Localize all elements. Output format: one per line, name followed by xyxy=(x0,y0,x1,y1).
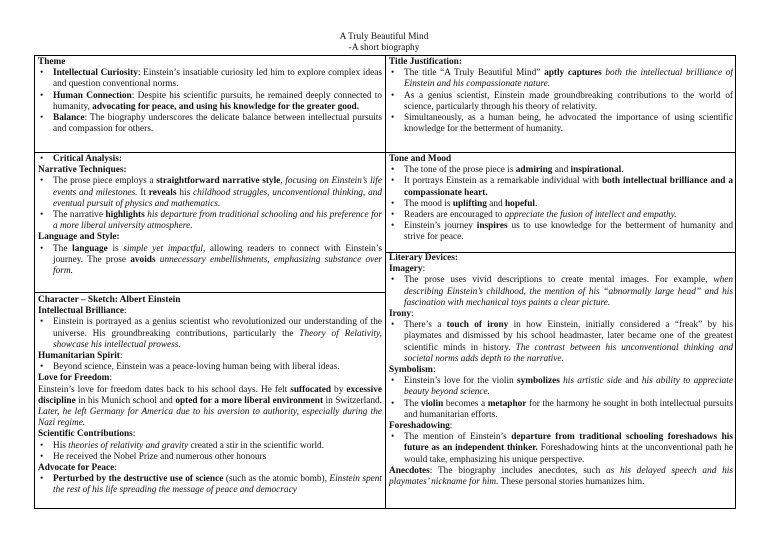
contributions-heading: Scientific Contributions: xyxy=(38,429,136,440)
list-item: • Perturbed by the destructive use of science (such as the atomic bomb), Einstein spent the rest of his life spreading the message of peace and democracy xyxy=(38,474,382,496)
list-item: • As a genius scientist, Einstein made groundbreaking contributions to the world of science, particularly through his theory of relativity. xyxy=(389,91,733,113)
narrative-heading: Narrative Techniques: xyxy=(38,165,127,176)
irony-heading: Irony: xyxy=(389,309,414,320)
list-item: • Readers are encouraged to appreciate the fusion of intellect and empathy. xyxy=(389,210,733,221)
imagery-heading: Imagery: xyxy=(389,264,426,275)
tone-mood-cell xyxy=(389,154,733,251)
left-row-divider-2 xyxy=(35,292,385,293)
list-item: • Einstein’s love for the violin symbolizes his artistic side and his ability to appreciate beauty beyond science. xyxy=(389,376,733,398)
list-item: • It portrays Einstein as a remarkable individual with both intellectual brilliance and a compassionate heart. xyxy=(389,176,733,198)
list-item: • The language is simple yet impactful, allowing readers to connect with Einstein’s journey. The prose avoids unnecessary embellishments, emphasizing substance over form. xyxy=(38,244,382,278)
literary-devices-cell xyxy=(389,253,733,508)
list-item: • Einstein is portrayed as a genius scientist who revolutionized our understanding of the universe. His groundbreaking contributions, particularly the Theory of Relativity, showcase his intellectual prowess. xyxy=(38,317,382,351)
list-item: • There’s a touch of irony in how Einstein, initially considered a “freak” by his playmates and dismissed by his school headmaster, later became one of the greatest scientific minds in history. The contrast between his unconventional thinking and societal norms adds depth to the narrative. xyxy=(389,320,733,365)
document-subtitle: -A short biography xyxy=(348,43,420,53)
document-title: A Truly Beautiful Mind xyxy=(339,32,429,42)
column-divider xyxy=(385,56,386,508)
theme-cell xyxy=(38,57,382,151)
title-justification-cell xyxy=(389,57,733,151)
literary-heading: Literary Devices: xyxy=(389,253,458,263)
list-item: • The prose piece employs a straightforward narrative style, focusing on Einstein’s life events and milestones. It reveals his childhood struggles, unconventional thinking, and eventual pursuit of physics and mathematics. xyxy=(38,176,382,210)
language-heading: Language and Style: xyxy=(38,232,120,243)
character-sketch-cell xyxy=(38,295,382,508)
left-row-divider-1 xyxy=(35,152,385,153)
list-item: • The tone of the prose piece is admiring and inspirational. xyxy=(389,165,733,176)
list-item: • The mention of Einstein’s departure from traditional schooling foreshadows his future as an independent thinker. Foreshadowing hints at the unconventional path he would take, emphasizing his unique perspective. xyxy=(389,432,733,466)
list-item: • The title “A Truly Beautiful Mind” aptly captures both the intellectual brilliance of Einstein and his compassionate nature. xyxy=(389,68,733,90)
list-item: • The mood is uplifting and hopeful. xyxy=(389,199,733,210)
content-table xyxy=(34,55,736,509)
list-item: • Simultaneously, as a human being, he advocated the importance of using scientific knowledge for the betterment of humanity. xyxy=(389,113,733,135)
foreshadowing-heading: Foreshadowing: xyxy=(389,421,453,432)
peace-heading: Advocate for Peace: xyxy=(38,463,117,474)
list-item: • He received the Nobel Prize and numerous other honours xyxy=(38,452,382,463)
list-item: • Beyond science, Einstein was a peace-loving human being with liberal ideas. xyxy=(38,362,382,373)
anecdotes-paragraph: Anecdotes: The biography includes anecdotes, such as his delayed speech and his playmates’ nickname for him. These personal stories humanizes him. xyxy=(389,465,733,488)
title-justification-heading: Title Justification: xyxy=(389,57,462,67)
freedom-paragraph: Einstein’s love for freedom dates back to his school days. He felt suffocated by excessive discipline in his Munich school and opted for a more liberal environment in Switzerland. Later, he left Germany for America due to his aversion to authority, especially during the Nazi regime. xyxy=(38,384,382,429)
theme-heading: Theme xyxy=(38,57,66,67)
freedom-heading: Love for Freedom: xyxy=(38,373,113,384)
list-item: • Human Connection: Despite his scientific pursuits, he remained deeply connected to humanity, advocating for peace, and using his knowledge for the greater good. xyxy=(38,91,382,113)
character-heading: Character – Sketch: Albert Einstein xyxy=(38,295,181,305)
list-item: • The prose uses vivid descriptions to create mental images. For example, when describing Einstein’s childhood, the mention of his “abnormally large head” and his fascination with mechanical toys paints a clear picture. xyxy=(389,275,733,309)
list-item: • Balance: The biography underscores the delicate balance between intellectual pursuits and compassion for others. xyxy=(38,113,382,135)
humanitarian-heading: Humanitarian Spirit: xyxy=(38,351,123,362)
page-title xyxy=(0,32,768,54)
right-row-divider-1 xyxy=(386,152,736,153)
brilliance-heading: Intellectual Brilliance: xyxy=(38,306,127,317)
list-item: • The narrative highlights his departure from traditional schooling and his preference for a more liberal university atmosphere. xyxy=(38,210,382,232)
list-item: • Einstein’s journey inspires us to use knowledge for the betterment of humanity and strive for peace. xyxy=(389,221,733,243)
tone-mood-heading: Tone and Mood xyxy=(389,154,452,164)
list-item: • His theories of relativity and gravity created a stir in the scientific world. xyxy=(38,441,382,452)
list-item: • The violin becomes a metaphor for the harmony he sought in both intellectual pursuits and humanitarian efforts. xyxy=(389,399,733,421)
list-item: • Intellectual Curiosity: Einstein’s insatiable curiosity led him to explore complex ideas and question conventional norms. xyxy=(38,68,382,90)
critical-analysis-heading: • Critical Analysis: xyxy=(38,154,382,165)
symbolism-heading: Symbolism: xyxy=(389,365,436,376)
critical-analysis-cell xyxy=(38,154,382,291)
